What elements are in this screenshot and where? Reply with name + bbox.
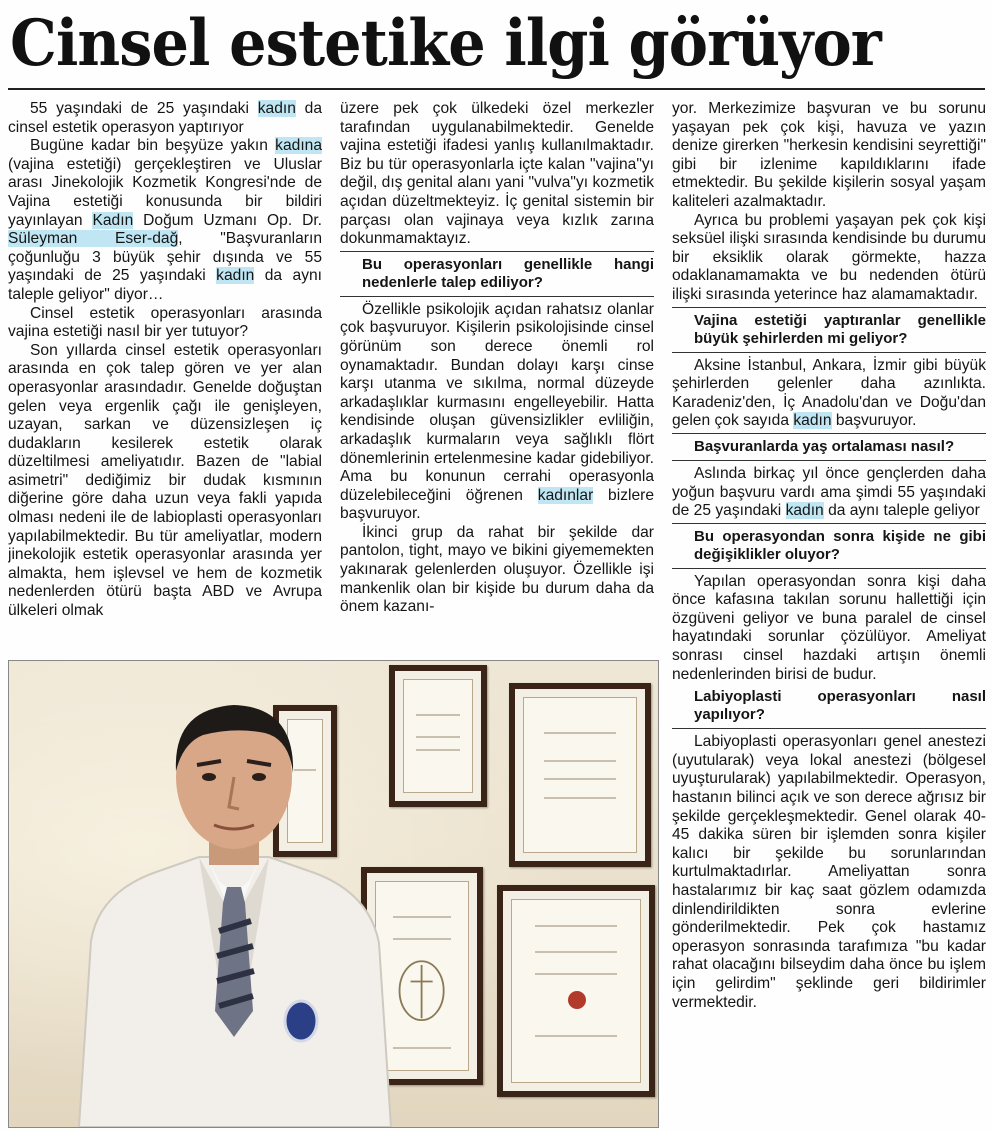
answer-paragraph: İkinci grup da rahat bir şekilde dar pantolon, tight, mayo ve bikini giyememekten yakınarak gelenlerden oluşuyor. Özellikle işi mankenlik olan bir kişide bu durum daha da önem kazanı- <box>340 523 654 616</box>
diploma-frame <box>497 885 655 1097</box>
article-column-1 <box>8 100 322 655</box>
intro-paragraph: Bugüne kadar bin beşyüze yakın kadına (vajina estetiği) gerçekleştiren ve Uluslar arası Jinekolojik Kozmetik Kongresi'nde de Vajina estetiği konusunda bir bildiri yayınlayan Kadın Doğum Uzmanı Op. Dr. Süleyman Eser-dağ, "Başvuranların çoğunluğu 3 büyük şehir dışında ve 55 yaşındaki de 25 yaşındaki kadın da aynı taleple geliyor" diyor… <box>8 137 322 303</box>
body-paragraph: Ayrıca bu problemi yaşayan pek çok kişi seksüel ilişki sırasında kendisinde bu durumu bir eksiklik olarak görmekte, hazza odaklanamamakta ve bu nedenden ötürü ilişki sırasında yeterince haz alamamaktadır. <box>672 211 986 303</box>
answer-paragraph: Özellikle psikolojik açıdan rahatsız olanlar çok başvuruyor. Kişilerin psikolojisinde cinsel görünüm son derece önemli rol oynamaktadır. Bundan dolayı karşı cinse karşı utanma ve sıkılma, normal düzeyde arkadaşlıklar kurmasını engelleyebilir. Hatta kendisinde oluşan güvensizlikler evliliğin, arkadaşlık kurmaların veya sağlıklı flört dönemlerinin ertelenmesine kadar gidebiliyor. Ama bu konunun cerrahi operasyonla düzelebileceğini öğrenen kadınlar bizlere başvuruyor. <box>340 300 654 523</box>
body-paragraph: üzere pek çok ülkedeki özel merkezler tarafından uygulanabilmektedir. Genelde vajina estetiği ifadesi yanlış kullanılmaktadır. Biz bu tür operasyonlarla içte kalan "vajina"yı değil, dış genital alanı yani "vulva"yı kozmetik açıdan düzeltmekteyiz. İç genital sistemin bir parçası olan vajinaya veya kızlık zarına dokunmamaktayız. <box>340 100 654 248</box>
interview-question: Bu operasyonları genellikle hangi nedenlerle talep ediliyor? <box>362 255 654 291</box>
interview-question: Başvuranlarda yaş ortalaması nasıl? <box>694 437 955 455</box>
lead-paragraph: 55 yaşındaki de 25 yaşındaki kadın da cinsel estetik operasyon yaptırıyor <box>8 100 322 136</box>
answer-paragraph: Aksine İstanbul, Ankara, İzmir gibi büyük şehirlerden gelenler daha azınlıkta. Karadeniz'den, İç Anadolu'dan ve Doğu'dan gelen çok sayıda kadın başvuruyor. <box>672 356 986 430</box>
diploma-frame <box>509 683 651 867</box>
answer-paragraph: Labiyoplasti operasyonları genel anestezi (uyutularak) veya lokal anestezi (bölgesel uyuşturularak) yapılabilmektedir. Operasyon, hastanın bilinci açık ve son derece ağrısız bir şekilde gerçekleşmektedir. Genel olarak 40-45 dakika süren bir işlemden sonra kişiler kalıcı bir şekilde bu sorunlarından kurtulmaktadırlar. Ameliyattan sonra hastalarımız bir kaç saat gözlem odamızda dinlendirildikten sonra evlerine gönderilmektedir. Pek çok hastamız operasyon sonrasında tarafımıza "bu kadar rahat olacağını bilseydim daha önce bu işlem için gelirdim" şeklinde geri bildirimler vermektedir. <box>672 733 986 1011</box>
highlighted-term: kadın <box>785 502 824 520</box>
answer-paragraph: Aslında birkaç yıl önce gençlerden daha yoğun başvuru vardı ama şimdi 55 yaşındaki de 25 yaşındaki kadın da aynı taleple geliyor <box>672 464 986 520</box>
question-rule <box>672 523 986 524</box>
question-rule <box>672 307 986 308</box>
question-rule <box>672 352 986 353</box>
article-column-3 <box>672 100 986 1120</box>
question-rule <box>672 460 986 461</box>
body-paragraph: Son yıllarda cinsel estetik operasyonları arasında en çok talep gören ve yer alan operasyonlar arasındadır. Genelde doğuştan gelen veya ergenlik çağı ile genişleyen, uzayan, sarkan ve düzensizleşen iç dudakların kesilerek estetik olarak düzeltilmesi ameliyatıdır. Bazen de "labial asimetri" dediğimiz bir dudak kısmının diğerine göre daha uzun veya fakli yapıda olması nedeni ile de labioplasti operasyonları yapılabilmektedir. Bu tür ameliyatlar, modern jinekolojik estetik operasyonlar arasında yer almakta, hem işlevsel ve hem de kozmetik nedenlerden ötürü başta ABD ve Avrupa ülkeleri olmak <box>8 341 322 620</box>
seal-icon <box>568 991 586 1009</box>
highlighted-term: kadın <box>793 412 832 430</box>
question-rule <box>672 433 986 434</box>
question-paragraph: Cinsel estetik operasyonları arasında vajina estetiği nasıl bir yer tutuyor? <box>8 304 322 341</box>
answer-paragraph: Yapılan operasyondan sonra kişi daha önce kafasına takılan sorunu hallettiği için özgüveni geliyor ve buna paralel de cinsel hayatındaki sorunlar çözülüyor. Ameliyat sonrası cinsel hazdaki artışın önemli nedenlerinden birisi de budur. <box>672 572 986 683</box>
question-rule <box>340 251 654 252</box>
body-paragraph: yor. Merkezimize başvuran ve bu sorunu yaşayan pek çok kişi, havuza ve yazın denize girerken "herkesin kendisini seyrettiği" gibi bir izlenime kapıldıklarını ifade etmektedir. Bu şekilde kişilerin sosyal yaşam kaliteleri azalmaktadır. <box>672 100 986 210</box>
question-rule <box>340 296 654 297</box>
highlighted-term: kadın <box>257 100 296 117</box>
highlighted-name: Süleyman Eser-dağ <box>8 230 179 248</box>
highlighted-term: kadın <box>216 267 255 285</box>
headline-rule <box>8 88 985 90</box>
interview-question: Bu operasyondan sonra kişide ne gibi değişiklikler oluyor? <box>694 527 986 563</box>
highlighted-term: Kadın <box>92 211 134 229</box>
interview-question: Labiyoplasti operasyonları nasıl yapılıyor? <box>694 688 986 724</box>
headline: Cinsel estetike ilgi görüyor <box>10 6 881 81</box>
question-rule <box>672 568 986 569</box>
question-rule <box>672 728 986 729</box>
article-column-2 <box>340 100 654 655</box>
emblem-icon <box>394 953 449 1038</box>
interview-question: Vajina estetiği yaptıranlar genellikle büyük şehirlerden mi geliyor? <box>694 311 986 347</box>
highlighted-term: kadınlar <box>537 486 594 504</box>
diploma-frame <box>389 665 487 807</box>
doctor-photo <box>8 660 659 1128</box>
doctor-figure <box>69 681 399 1127</box>
highlighted-term: kadına <box>275 137 322 155</box>
